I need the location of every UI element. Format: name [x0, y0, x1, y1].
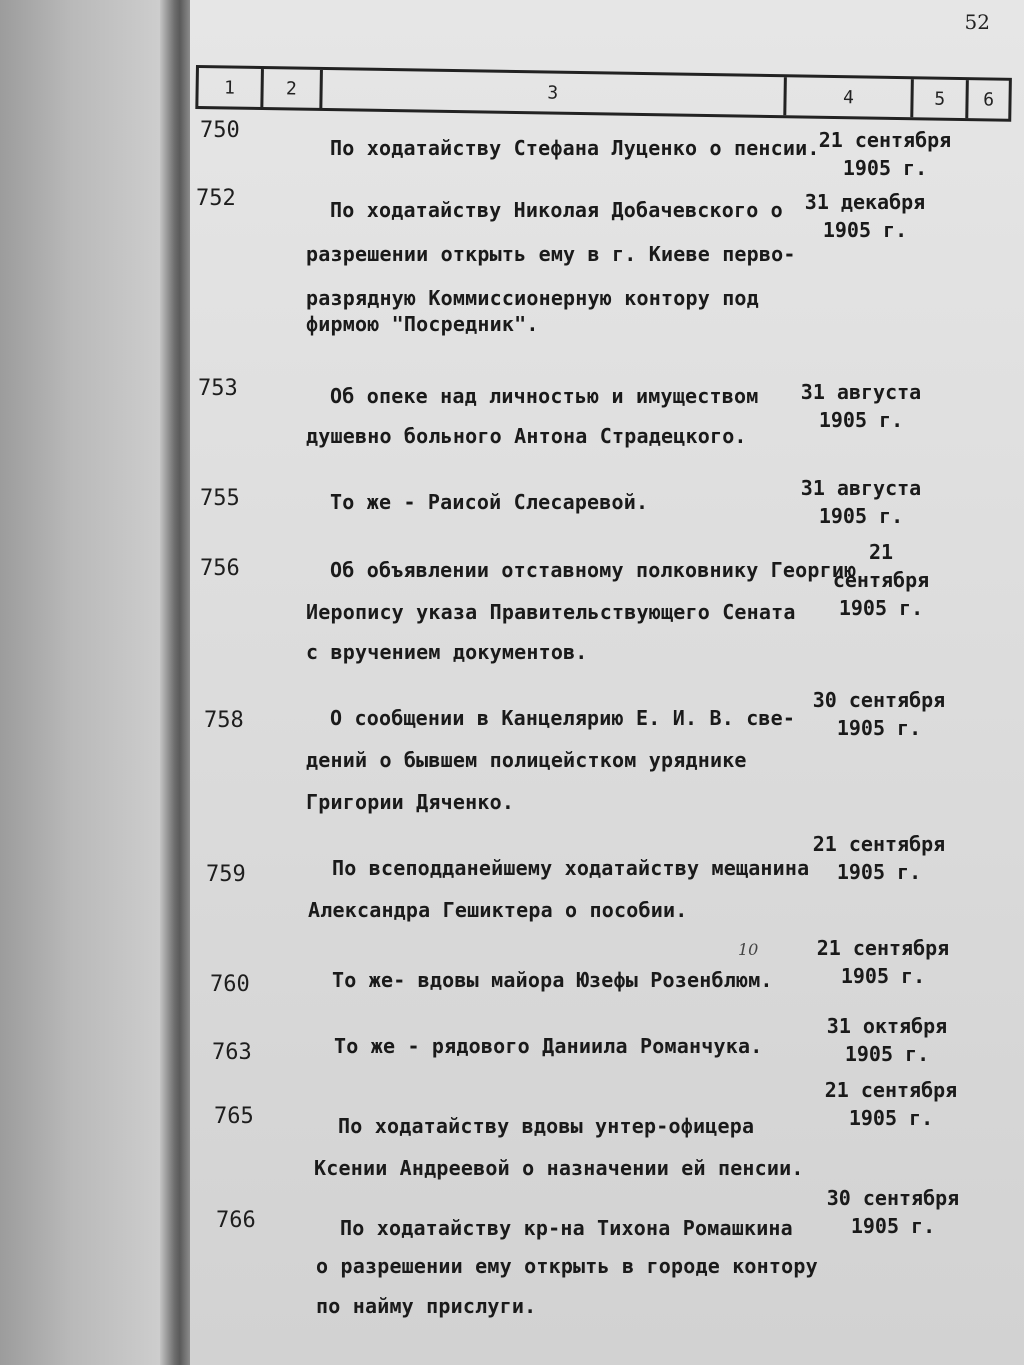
column-header-1: 1 [198, 68, 263, 107]
entry-date-day-month: 21 сентября [818, 128, 952, 152]
entry-date-year: 1905 г. [818, 504, 904, 528]
entry-description-line: по найму прислуги. [316, 1294, 537, 1318]
entry-number: 755 [200, 486, 240, 511]
entry-date-day-month: 30 сентября [812, 688, 946, 712]
entry-number: 760 [210, 972, 250, 997]
entry-description-line: душевно больного Антона Страдецкого. [306, 424, 747, 448]
entry-date-year: 1905 г. [840, 964, 926, 988]
entry-number: 766 [216, 1208, 256, 1233]
entry-number: 763 [212, 1040, 252, 1065]
entry-description-line: дений о бывшем полицейстком уряднике [306, 748, 747, 772]
entry-description-line: Ксении Андреевой о назначении ей пенсии. [314, 1156, 804, 1180]
entry-date [804, 830, 954, 886]
entry-date [810, 126, 960, 182]
entry-date-day-month: 21 сентября [812, 832, 946, 856]
entry-date-year: 1905 г. [850, 1214, 936, 1238]
entry-description-line: Иеропису указа Правительствующего Сената [306, 600, 796, 624]
entry-date-year: 1905 г. [838, 596, 924, 620]
entry-description-line: По ходатайству кр-на Тихона Ромашкина [340, 1216, 793, 1240]
column-header-6: 6 [983, 88, 995, 111]
entry-date-year: 1905 г. [836, 860, 922, 884]
entry-date [816, 1076, 966, 1132]
entry-date-year: 1905 г. [848, 1106, 934, 1130]
entry-number: 758 [204, 708, 244, 733]
entry-date-year: 1905 г. [844, 1042, 930, 1066]
entry-date-month: сентября [832, 568, 930, 592]
handwritten-mark: 10 [738, 940, 759, 959]
entry-description-line: О сообщении в Канцелярию Е. И. В. све- [330, 706, 796, 730]
entry-date [786, 378, 936, 434]
column-header-3: 3 [322, 70, 786, 115]
entry-description-line: По всеподданейшему ходатайству мещанина [332, 856, 810, 880]
entry-date-day: 21 [868, 540, 894, 564]
entry-number: 759 [206, 862, 246, 887]
entry-date-day-month: 31 октября [826, 1014, 948, 1038]
entry-description-line: По ходатайству Стефана Луценко о пенсии. [330, 136, 820, 160]
entry-description-line: То же- вдовы майора Юзефы Розенблюм. [332, 968, 773, 992]
entry-description-line: фирмою "Посредник". [306, 312, 539, 336]
entry-date [804, 686, 954, 742]
entry-date [806, 538, 956, 622]
entry-number: 765 [214, 1104, 254, 1129]
entry-date-year: 1905 г. [842, 156, 928, 180]
entry-date-day-month: 30 сентября [826, 1186, 960, 1210]
entry-date [786, 474, 936, 530]
entry-number: 752 [196, 186, 236, 211]
entry-number: 756 [200, 556, 240, 581]
column-header-row [195, 65, 1012, 122]
entry-description-line: Об объявлении отставному полковнику Георгию [330, 558, 857, 582]
entry-description-line: разрешении открыть ему в г. Киеве перво- [306, 242, 796, 266]
entry-description-line: разрядную Коммиссионерную контору под [306, 286, 759, 310]
entry-description-line: о разрешении ему открыть в городе контору [316, 1254, 818, 1278]
entry-date-year: 1905 г. [836, 716, 922, 740]
page-number: 52 [964, 10, 990, 34]
entry-date-day-month: 21 сентября [816, 936, 950, 960]
entry-date-day-month: 31 декабря [804, 190, 926, 214]
entry-date-year: 1905 г. [822, 218, 908, 242]
document-page [190, 0, 1024, 1365]
entry-description-line: По ходатайству вдовы унтер-офицера [338, 1114, 755, 1138]
entry-date [812, 1012, 962, 1068]
entry-date-day-month: 31 августа [800, 476, 922, 500]
entry-date-day-month: 21 сентября [824, 1078, 958, 1102]
entry-date [808, 934, 958, 990]
entry-description-line: Александра Гешиктера о пособии. [308, 898, 688, 922]
entry-description-line: То же - Раисой Слесаревой. [330, 490, 649, 514]
entry-date [818, 1184, 968, 1240]
entry-description-line: То же - рядового Даниила Романчука. [334, 1034, 763, 1058]
entry-description-line: Григории Дяченко. [306, 790, 515, 814]
column-header-4: 4 [786, 77, 914, 117]
entry-description-line: По ходатайству Николая Добачевского о [330, 198, 783, 222]
entry-number: 750 [200, 118, 240, 143]
facing-page [0, 0, 178, 1365]
entry-date [790, 188, 940, 244]
column-header-5: 5 [914, 79, 969, 118]
entry-date-year: 1905 г. [818, 408, 904, 432]
column-header-2: 2 [263, 69, 322, 108]
entry-description-line: Об опеке над личностью и имуществом [330, 384, 759, 408]
entry-number: 753 [198, 376, 238, 401]
entry-description-line: с вручением документов. [306, 640, 588, 664]
entry-date-day-month: 31 августа [800, 380, 922, 404]
